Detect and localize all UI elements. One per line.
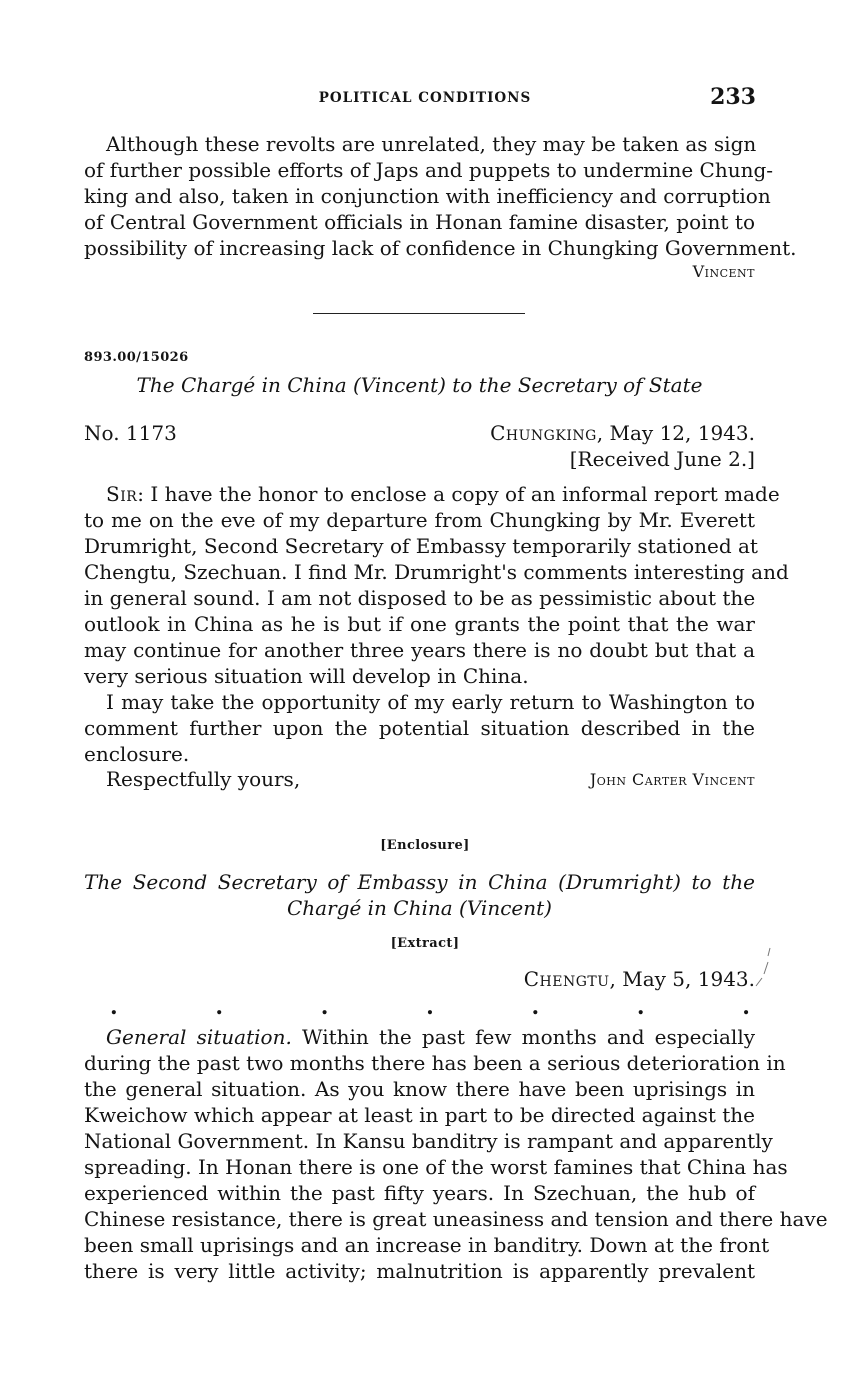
- ellipsis-dot: .: [426, 994, 434, 1020]
- body-line: comment further upon the potential situation described in the: [84, 716, 755, 740]
- body-line: Sir: I have the honor to enclose a copy of an informal report made: [106, 482, 780, 506]
- dateline-place: Chungking: [490, 421, 597, 445]
- ellipsis-dot: .: [742, 994, 750, 1020]
- body-line: during the past two months there has been a serious deterioration in: [84, 1051, 786, 1075]
- enclosure-heading-line1: The Second Secretary of Embassy in China (Drumright) to the: [84, 870, 755, 894]
- body-line: Although these revolts are unrelated, they may be taken as sign: [106, 132, 757, 156]
- signer: John Carter Vincent: [589, 770, 755, 789]
- lead-in-rest: Within the past few months and especially: [302, 1025, 756, 1049]
- enclosure-date: , May 5, 1943.: [609, 967, 755, 991]
- body-line: to me on the eve of my departure from Chungking by Mr. Everett: [84, 508, 755, 532]
- body-line: Chengtu, Szechuan. I find Mr. Drumright's comments interesting and: [84, 560, 789, 584]
- page-number: 233: [710, 84, 756, 110]
- enclosure-place: Chengtu: [523, 967, 610, 991]
- extract-label: [Extract]: [390, 936, 460, 951]
- enclosure-dateline: [524, 967, 755, 991]
- body-line: spreading. In Honan there is one of the worst famines that China has: [84, 1155, 788, 1179]
- ellipsis-row: [110, 994, 750, 1020]
- salutation: Sir: [106, 482, 138, 506]
- signature-vincent: Vincent: [692, 262, 755, 281]
- body-line: king and also, taken in conjunction with inefficiency and corruption: [84, 184, 771, 208]
- document-number: No. 1173: [84, 421, 177, 445]
- received-date: [Received June 2.]: [569, 447, 755, 471]
- file-number: 893.00/15026: [84, 350, 189, 365]
- body-line: of Central Government officials in Honan famine disaster, point to: [84, 210, 755, 234]
- body-line: experienced within the past fifty years. In Szechuan, the hub of: [84, 1181, 755, 1205]
- body-line: very serious situation will develop in China.: [84, 664, 529, 688]
- body-line: I may take the opportunity of my early return to Washington to: [106, 690, 755, 714]
- ellipsis-dot: .: [320, 994, 329, 1020]
- body-line: possibility of increasing lack of confidence in Chungking Government.: [84, 236, 797, 260]
- dateline: [490, 421, 755, 445]
- section-divider: [313, 313, 525, 314]
- body-line: may continue for another three years there is no doubt but that a: [84, 638, 755, 662]
- document-heading: The Chargé in China (Vincent) to the Secretary of State: [136, 373, 703, 397]
- enclosure-label: [Enclosure]: [380, 838, 470, 853]
- body-line: [84, 1024, 755, 1050]
- body-line: enclosure.: [84, 742, 190, 766]
- closing: Respectfully yours,: [106, 767, 301, 791]
- body-line: there is very little activity; malnutrition is apparently prevalent: [84, 1259, 755, 1283]
- ellipsis-dot: .: [110, 994, 118, 1020]
- body-line: of further possible efforts of Japs and puppets to undermine Chung-: [84, 158, 774, 182]
- running-title: POLITICAL CONDITIONS: [318, 90, 532, 106]
- ellipsis-dot: .: [636, 994, 645, 1020]
- salutation-text: I have the honor to enclose a copy of an informal report made: [150, 482, 780, 506]
- body-line: Chinese resistance, there is great uneasiness and tension and there have: [84, 1207, 828, 1231]
- ellipsis-dot: .: [531, 994, 540, 1020]
- body-line: Kweichow which appear at least in part to be directed against the: [84, 1103, 755, 1127]
- body-line: been small uprisings and an increase in banditry. Down at the front: [84, 1233, 770, 1257]
- body-line: the general situation. As you know there have been uprisings in: [84, 1077, 755, 1101]
- body-line: outlook in China as he is but if one grants the point that the war: [84, 612, 755, 636]
- body-line: in general sound. I am not disposed to be as pessimistic about the: [84, 586, 756, 610]
- body-line: Drumright, Second Secretary of Embassy temporarily stationed at: [84, 534, 758, 558]
- pencil-mark: [752, 944, 774, 990]
- dateline-date: , May 12, 1943.: [596, 421, 755, 445]
- body-line: National Government. In Kansu banditry is rampant and apparently: [84, 1129, 773, 1153]
- ellipsis-dot: .: [215, 994, 224, 1020]
- lead-in: General situation.: [106, 1025, 292, 1049]
- enclosure-heading-line2: Chargé in China (Vincent): [287, 896, 552, 920]
